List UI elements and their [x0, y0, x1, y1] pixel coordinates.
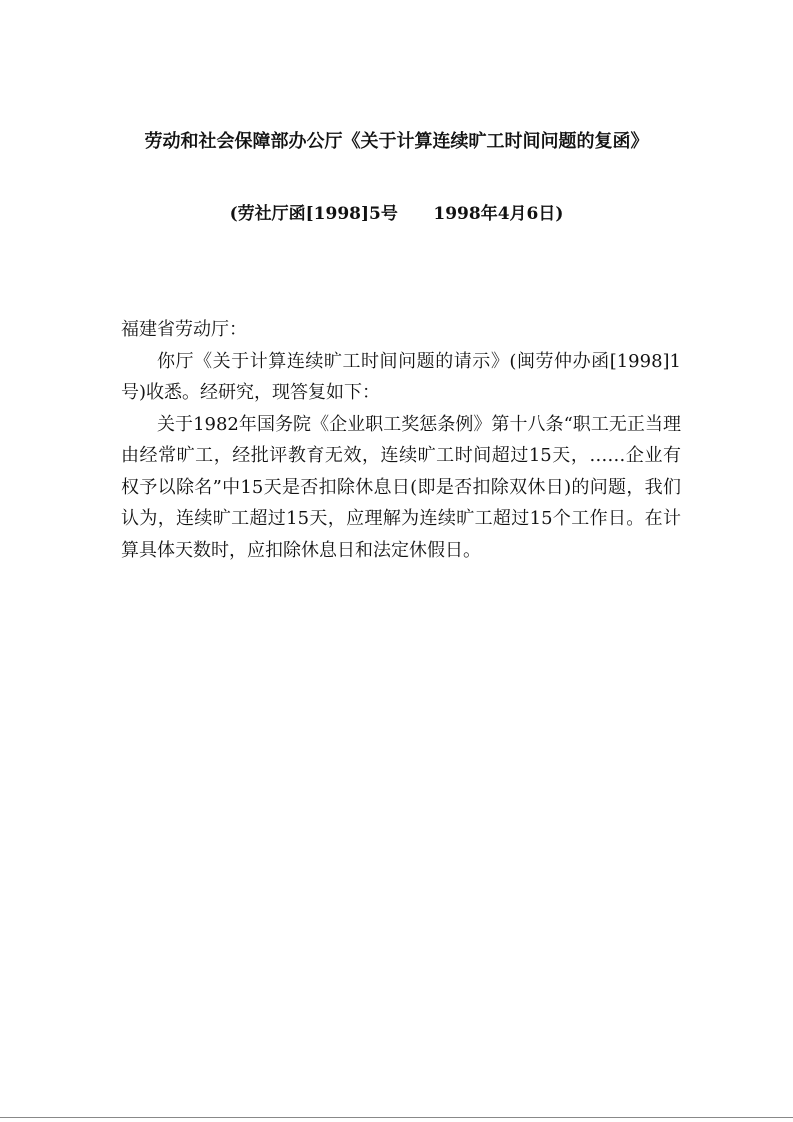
document-number-and-date: (劳社厅函[1998]5号 1998年4月6日): [229, 204, 564, 224]
document-title: 劳动和社会保障部办公厅《关于计算连续旷工时间问题的复函》: [144, 131, 649, 152]
document-body: [121, 314, 681, 566]
page-bottom-divider: [0, 1117, 793, 1118]
paragraph-reply: 关于1982年国务院《企业职工奖惩条例》第十八条“职工无正当理由经常旷工，经批评教育无效，连续旷工时间超过15天，……企业有权予以除名”中15天是否扣除休息日(即是否扣除双休日)的问题，我们认为，连续旷工超过15天，应理解为连续旷工超过15个工作日。在计算具体天数时，应扣除休息日和法定休假日。: [121, 413, 681, 561]
paragraph-acknowledgement: 你厅《关于计算连续旷工时间问题的请示》(闽劳仲办函[1998]1号)收悉。经研究，现答复如下：: [121, 350, 681, 403]
salutation: 福建省劳动厅：: [121, 319, 247, 340]
